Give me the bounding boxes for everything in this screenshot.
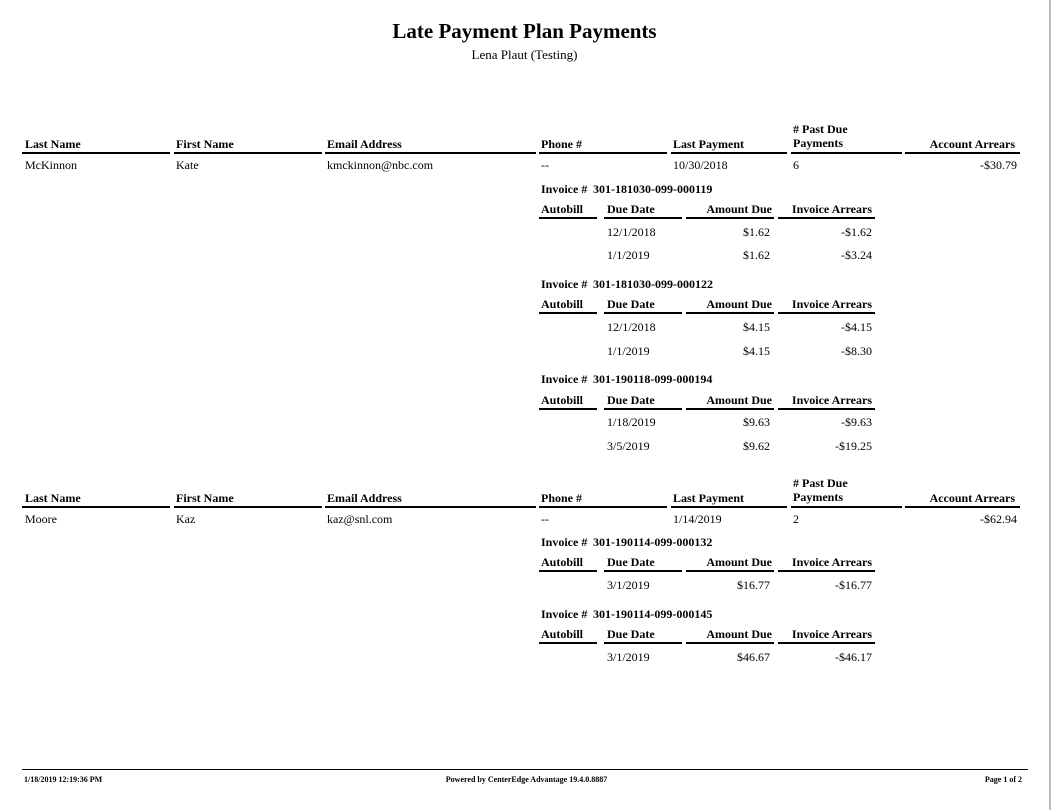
amount-due: $1.62 xyxy=(743,248,770,262)
invoice-header-rule xyxy=(778,408,875,410)
invoice-header-rule xyxy=(686,570,774,572)
header-rule xyxy=(22,152,170,154)
phone: -- xyxy=(541,512,549,526)
col-past-due-2: Payments xyxy=(793,490,843,504)
last-name: Moore xyxy=(25,512,57,526)
invoice-header-rule xyxy=(778,312,875,314)
invoice-header-rule xyxy=(604,570,682,572)
col-email: Email Address xyxy=(327,137,402,151)
email: kaz@snl.com xyxy=(327,512,393,526)
due-date: 3/1/2019 xyxy=(607,578,650,592)
header-rule xyxy=(539,506,667,508)
header-rule xyxy=(325,506,536,508)
invoice-header-rule xyxy=(778,570,875,572)
header-rule xyxy=(22,506,170,508)
header-rule xyxy=(174,152,322,154)
col-account-arrears: Account Arrears xyxy=(929,491,1015,505)
col-autobill: Autobill xyxy=(541,393,584,407)
col-past-due-1: # Past Due xyxy=(793,476,848,490)
col-autobill: Autobill xyxy=(541,297,584,311)
first-name: Kaz xyxy=(176,512,196,526)
invoice-header-rule xyxy=(604,408,682,410)
invoice-header-rule xyxy=(539,217,597,219)
amount-due: $1.62 xyxy=(743,225,770,239)
amount-due: $46.67 xyxy=(737,650,770,664)
invoice-arrears: -$3.24 xyxy=(841,248,872,262)
invoice-arrears: -$16.77 xyxy=(835,578,872,592)
invoice-header-rule xyxy=(539,570,597,572)
account-arrears: -$30.79 xyxy=(980,158,1017,172)
footer-page-number: Page 1 of 2 xyxy=(984,775,1022,784)
col-last-name: Last Name xyxy=(25,491,81,505)
col-amount-due: Amount Due xyxy=(706,555,772,569)
invoice-header-rule xyxy=(686,217,774,219)
amount-due: $9.63 xyxy=(743,415,770,429)
col-autobill: Autobill xyxy=(541,555,584,569)
invoice-number: 301-181030-099-000122 xyxy=(593,277,713,291)
invoice-header-rule xyxy=(778,642,875,644)
invoice-label: Invoice # xyxy=(541,372,588,386)
col-invoice-arrears: Invoice Arrears xyxy=(791,297,872,311)
amount-due: $4.15 xyxy=(743,320,770,334)
col-amount-due: Amount Due xyxy=(706,627,772,641)
invoice-arrears: -$1.62 xyxy=(841,225,872,239)
invoice-number: 301-190114-099-000145 xyxy=(593,607,713,621)
col-due-date: Due Date xyxy=(607,555,655,569)
col-due-date: Due Date xyxy=(607,297,655,311)
col-autobill: Autobill xyxy=(541,202,584,216)
col-due-date: Due Date xyxy=(607,393,655,407)
invoice-arrears: -$8.30 xyxy=(841,344,872,358)
col-phone: Phone # xyxy=(541,491,583,505)
col-amount-due: Amount Due xyxy=(706,393,772,407)
header-rule xyxy=(671,506,787,508)
report-subtitle: Lena Plaut (Testing) xyxy=(471,47,578,62)
invoice-header-rule xyxy=(686,312,774,314)
invoice-header-rule xyxy=(604,312,682,314)
footer-rule xyxy=(22,769,1028,770)
header-rule xyxy=(174,506,322,508)
invoice-header-rule xyxy=(539,642,597,644)
invoice-label: Invoice # xyxy=(541,182,588,196)
col-amount-due: Amount Due xyxy=(706,202,772,216)
invoice-label: Invoice # xyxy=(541,535,588,549)
col-due-date: Due Date xyxy=(607,202,655,216)
due-date: 1/1/2019 xyxy=(607,344,650,358)
col-invoice-arrears: Invoice Arrears xyxy=(791,393,872,407)
due-date: 1/18/2019 xyxy=(607,415,656,429)
amount-due: $16.77 xyxy=(737,578,770,592)
col-autobill: Autobill xyxy=(541,627,584,641)
col-past-due-2: Payments xyxy=(793,136,843,150)
col-first-name: First Name xyxy=(176,137,234,151)
report-title: Late Payment Plan Payments xyxy=(392,19,657,43)
amount-due: $9.62 xyxy=(743,439,770,453)
invoice-arrears: -$46.17 xyxy=(835,650,872,664)
footer-powered-by: Powered by CenterEdge Advantage 19.4.0.8887 xyxy=(445,775,608,784)
col-last-name: Last Name xyxy=(25,137,81,151)
col-phone: Phone # xyxy=(541,137,583,151)
invoice-number: 301-181030-099-000119 xyxy=(593,182,713,196)
col-due-date: Due Date xyxy=(607,627,655,641)
email: kmckinnon@nbc.com xyxy=(327,158,434,172)
past-due-count: 6 xyxy=(793,158,799,172)
due-date: 12/1/2018 xyxy=(607,225,656,239)
invoice-arrears: -$4.15 xyxy=(841,320,872,334)
col-email: Email Address xyxy=(327,491,402,505)
phone: -- xyxy=(541,158,549,172)
header-rule xyxy=(905,506,1020,508)
due-date: 3/1/2019 xyxy=(607,650,650,664)
amount-due: $4.15 xyxy=(743,344,770,358)
invoice-header-rule xyxy=(778,217,875,219)
last-payment: 1/14/2019 xyxy=(673,512,722,526)
page-edge xyxy=(1049,0,1051,810)
invoice-header-rule xyxy=(539,408,597,410)
invoice-number: 301-190118-099-000194 xyxy=(593,372,713,386)
account-arrears: -$62.94 xyxy=(980,512,1017,526)
col-invoice-arrears: Invoice Arrears xyxy=(791,627,872,641)
invoice-header-rule xyxy=(604,217,682,219)
col-invoice-arrears: Invoice Arrears xyxy=(791,555,872,569)
first-name: Kate xyxy=(176,158,199,172)
invoice-header-rule xyxy=(539,312,597,314)
last-name: McKinnon xyxy=(25,158,77,172)
invoice-arrears: -$9.63 xyxy=(841,415,872,429)
due-date: 1/1/2019 xyxy=(607,248,650,262)
past-due-count: 2 xyxy=(793,512,799,526)
invoice-header-rule xyxy=(686,408,774,410)
header-rule xyxy=(539,152,667,154)
col-last-payment: Last Payment xyxy=(673,491,744,505)
due-date: 3/5/2019 xyxy=(607,439,650,453)
col-amount-due: Amount Due xyxy=(706,297,772,311)
header-rule xyxy=(791,506,902,508)
header-rule xyxy=(325,152,536,154)
invoice-header-rule xyxy=(686,642,774,644)
col-invoice-arrears: Invoice Arrears xyxy=(791,202,872,216)
due-date: 12/1/2018 xyxy=(607,320,656,334)
invoice-label: Invoice # xyxy=(541,607,588,621)
header-rule xyxy=(791,152,902,154)
invoice-label: Invoice # xyxy=(541,277,588,291)
col-account-arrears: Account Arrears xyxy=(929,137,1015,151)
invoice-header-rule xyxy=(604,642,682,644)
last-payment: 10/30/2018 xyxy=(673,158,728,172)
col-past-due-1: # Past Due xyxy=(793,122,848,136)
invoice-number: 301-190114-099-000132 xyxy=(593,535,713,549)
col-last-payment: Last Payment xyxy=(673,137,744,151)
footer-timestamp: 1/18/2019 12:19:36 PM xyxy=(24,775,103,784)
header-rule xyxy=(671,152,787,154)
col-first-name: First Name xyxy=(176,491,234,505)
invoice-arrears: -$19.25 xyxy=(835,439,872,453)
header-rule xyxy=(905,152,1020,154)
